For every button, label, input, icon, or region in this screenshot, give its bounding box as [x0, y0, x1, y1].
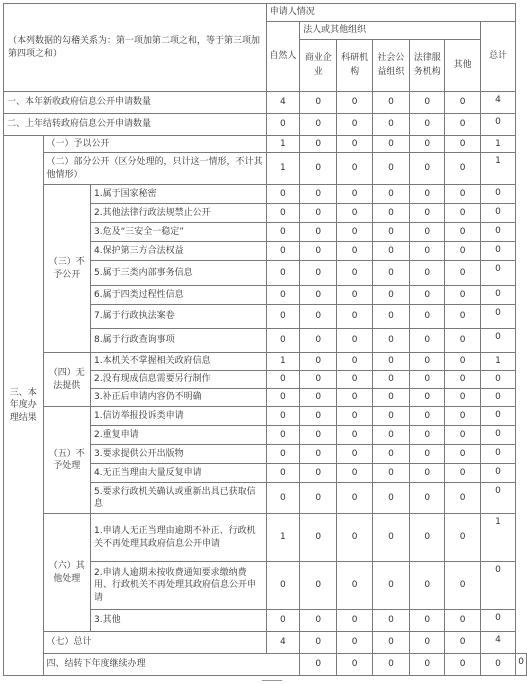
row-label: 7.属于行政执法案卷	[91, 305, 267, 329]
cell: 0	[337, 153, 372, 185]
cell: 0	[266, 464, 299, 483]
cell: 0	[337, 483, 372, 514]
cell: 1	[266, 136, 299, 153]
cell: 0	[410, 92, 445, 114]
group-5-label: （五）不予处理	[43, 407, 91, 514]
cell: 0	[337, 371, 372, 389]
row-label: 1.本机关不掌握相关政府信息	[91, 353, 267, 371]
cell: 0	[266, 371, 299, 389]
cell: 0	[372, 389, 409, 407]
cell: 0	[372, 136, 409, 153]
cell: 0	[445, 153, 480, 185]
cell: 0	[480, 305, 515, 329]
row-label: 5.属于三类内部事务信息	[91, 261, 267, 286]
cell: 0	[445, 483, 480, 514]
cell: 0	[480, 407, 515, 426]
table-row	[4, 153, 527, 185]
cell: 0	[410, 136, 445, 153]
cell: 0	[337, 204, 372, 223]
table-row	[4, 92, 527, 114]
cell: 0	[337, 632, 372, 654]
cell: 0	[445, 223, 480, 242]
row-label: 3.危及“三安全一稳定”	[91, 223, 267, 242]
cell: 0	[410, 185, 445, 204]
cell: 0	[372, 514, 409, 562]
row-label: 4.无正当理由大量反复申请	[91, 464, 267, 483]
cell: 0	[445, 464, 480, 483]
cell: 0	[372, 153, 409, 185]
cell: 0	[445, 114, 480, 136]
cell: 0	[445, 389, 480, 407]
header-other: 其他	[445, 40, 480, 92]
header-legal-group: 法人或其他组织	[300, 22, 481, 40]
cell: 0	[266, 562, 299, 610]
cell: 0	[445, 305, 480, 329]
cell: 0	[266, 114, 299, 136]
cell: 0	[337, 514, 372, 562]
cell: 0	[480, 371, 515, 389]
cell: 0	[410, 114, 445, 136]
cell: 1	[480, 136, 515, 153]
cell: 0	[372, 464, 409, 483]
cell: 0	[300, 329, 337, 353]
cell: 0	[410, 371, 445, 389]
cell: 0	[337, 261, 372, 286]
cell: 1	[266, 514, 299, 562]
cell: 0	[372, 114, 409, 136]
cell: 0	[410, 514, 445, 562]
cell: 0	[372, 654, 409, 676]
cell: 1	[266, 353, 299, 371]
cell: 0	[480, 286, 515, 305]
cell: 0	[300, 114, 337, 136]
cell: 0	[266, 242, 299, 261]
cell: 0	[300, 464, 337, 483]
row-label: 3.其他	[91, 610, 267, 632]
cell: 0	[300, 204, 337, 223]
cell: 0	[372, 562, 409, 610]
cell: 0	[300, 223, 337, 242]
cell: 0	[445, 329, 480, 353]
header-public-welfare: 社会公益组织	[372, 40, 409, 92]
cell: 0	[372, 445, 409, 464]
row-label: 5.要求行政机关确认或重新出具已获取信息	[91, 483, 267, 514]
cell: 4	[480, 632, 515, 654]
cell: 0	[410, 426, 445, 445]
cell: 0	[445, 261, 480, 286]
group-3-label: （三）不予公开	[43, 185, 91, 353]
cell: 0	[337, 92, 372, 114]
cell: 0	[300, 242, 337, 261]
row-label: 2.其他法律行政法规禁止公开	[91, 204, 267, 223]
group-4-label: （四）无法提供	[43, 353, 91, 407]
cell: 0	[480, 242, 515, 261]
cell: 0	[300, 286, 337, 305]
cell: 0	[300, 445, 337, 464]
cell: 0	[372, 632, 409, 654]
section-3-label: 三、本年度办理结果	[4, 136, 44, 676]
header-natural-person: 自然人	[266, 22, 299, 92]
cell: 0	[372, 185, 409, 204]
cell: 0	[410, 445, 445, 464]
cell: 0	[372, 371, 409, 389]
cell: 0	[410, 407, 445, 426]
row-label: 8.属于行政查询事项	[91, 329, 267, 353]
cell: 0	[410, 286, 445, 305]
cell: 0	[445, 242, 480, 261]
cell: 0	[480, 389, 515, 407]
cell: 0	[266, 305, 299, 329]
cell: 0	[300, 632, 337, 654]
cell: 0	[480, 654, 515, 676]
cell: 0	[337, 185, 372, 204]
cell: 0	[480, 329, 515, 353]
cell: 0	[445, 610, 480, 632]
row-label: 1.属于国家秘密	[91, 185, 267, 204]
cell: 0	[410, 261, 445, 286]
cell: 0	[410, 242, 445, 261]
cell: 0	[337, 464, 372, 483]
cell: 0	[445, 445, 480, 464]
header-commercial: 商业企业	[300, 40, 337, 92]
cell: 0	[445, 407, 480, 426]
table-row	[4, 136, 527, 153]
cell: 1	[480, 153, 515, 185]
cell: 0	[372, 353, 409, 371]
cell: 0	[410, 562, 445, 610]
cell: 0	[480, 261, 515, 286]
cell: 0	[372, 407, 409, 426]
cell: 0	[300, 389, 337, 407]
row-label: 3.补正后申请内容仍不明确	[91, 389, 267, 407]
cell: 0	[337, 223, 372, 242]
cell: 0	[445, 426, 480, 445]
cell: 0	[266, 329, 299, 353]
cell: 0	[372, 92, 409, 114]
row-label: 一、本年新收政府信息公开申请数量	[4, 92, 267, 114]
cell: 0	[480, 483, 515, 514]
table-row	[4, 654, 527, 676]
cell: 0	[445, 371, 480, 389]
row-label: 6.属于四类过程性信息	[91, 286, 267, 305]
cell: 0	[300, 610, 337, 632]
cell: 0	[410, 223, 445, 242]
cell: 0	[410, 204, 445, 223]
cell: 0	[480, 185, 515, 204]
cell: 0	[372, 286, 409, 305]
cell: 0	[300, 92, 337, 114]
cell: 0	[410, 632, 445, 654]
cell: 0	[300, 483, 337, 514]
cell: 0	[337, 610, 372, 632]
cell: 0	[266, 445, 299, 464]
cell: 0	[337, 136, 372, 153]
header-applicant: 申请人情况	[266, 4, 516, 22]
cell: 0	[480, 114, 515, 136]
cell: 0	[410, 464, 445, 483]
row-label: 1.信访举报投诉类申请	[91, 407, 267, 426]
cell: 0	[300, 305, 337, 329]
cell: 0	[445, 136, 480, 153]
cell: 0	[516, 654, 527, 676]
cell: 0	[337, 562, 372, 610]
cell: 0	[445, 185, 480, 204]
cell: 0	[445, 204, 480, 223]
cell: 0	[445, 654, 480, 676]
cell: 0	[410, 654, 445, 676]
cell: 0	[300, 136, 337, 153]
cell: 0	[372, 610, 409, 632]
cell: 0	[410, 329, 445, 353]
group-6-label: （六）其他处理	[43, 514, 91, 632]
cell: 0	[266, 261, 299, 286]
cell: 0	[337, 286, 372, 305]
row-label: 4.保护第三方合法权益	[91, 242, 267, 261]
cell: 0	[480, 204, 515, 223]
applications-table	[3, 3, 527, 676]
cell: 0	[445, 514, 480, 562]
cell: 0	[480, 426, 515, 445]
cell: 0	[300, 654, 337, 676]
cell: 0	[266, 204, 299, 223]
row-label: 2.申请人逾期未按收费通知要求缴纳费用、行政机关不再处理其政府信息公开申请	[91, 562, 267, 610]
cell: 4	[480, 92, 515, 114]
cell: 0	[445, 92, 480, 114]
cell: 0	[410, 153, 445, 185]
cell: 0	[337, 654, 372, 676]
cell: 0	[337, 305, 372, 329]
cell: 0	[300, 426, 337, 445]
row-label: 二、上年结转政府信息公开申请数量	[4, 114, 267, 136]
cell: 0	[266, 286, 299, 305]
cell: 0	[300, 562, 337, 610]
row-label: 1.申请人无正当理由逾期不补正、行政机关不再处理其政府信息公开申请	[91, 514, 267, 562]
cell: 0	[480, 445, 515, 464]
cell: 0	[480, 610, 515, 632]
row-label: 四、结转下年度继续办理	[43, 654, 300, 676]
cell: 0	[300, 353, 337, 371]
cell: 0	[337, 426, 372, 445]
cell: 0	[337, 329, 372, 353]
cell: 0	[266, 389, 299, 407]
cell: 0	[372, 204, 409, 223]
cell: 0	[410, 610, 445, 632]
cell: 0	[480, 223, 515, 242]
cell: 0	[480, 562, 515, 610]
cell: 0	[337, 389, 372, 407]
cell: 0	[300, 185, 337, 204]
cell: 0	[410, 305, 445, 329]
cell: 0	[337, 114, 372, 136]
table-row	[4, 514, 527, 562]
cell: 0	[372, 426, 409, 445]
cell: 0	[266, 407, 299, 426]
cell: 0	[410, 353, 445, 371]
cell: 0	[410, 389, 445, 407]
cell: 0	[300, 514, 337, 562]
cell: 0	[372, 329, 409, 353]
header-legal-service: 法律服务机构	[410, 40, 445, 92]
header-total: 总计	[480, 22, 515, 92]
cell: 0	[410, 483, 445, 514]
header-note: （本列数据的勾稽关系为：第一项加第二项之和，等于第三项加第四项之和）	[4, 4, 267, 92]
cell: 1	[266, 153, 299, 185]
cell: 0	[480, 464, 515, 483]
table-row	[4, 114, 527, 136]
cell: 0	[372, 305, 409, 329]
cell: 0	[445, 353, 480, 371]
cell: 0	[337, 353, 372, 371]
row-label: （七）总计	[43, 632, 266, 654]
cell: 4	[266, 632, 299, 654]
cell: 0	[445, 562, 480, 610]
cell: 4	[266, 92, 299, 114]
cell: 0	[372, 483, 409, 514]
cell: 0	[372, 223, 409, 242]
cell: 0	[445, 632, 480, 654]
cell: 1	[480, 514, 515, 562]
table-row	[4, 185, 527, 204]
row-label: （一）予以公开	[43, 136, 266, 153]
cell: 0	[337, 445, 372, 464]
header-research: 科研机构	[337, 40, 372, 92]
cell: 0	[266, 483, 299, 514]
table-row	[4, 353, 527, 371]
cell: 0	[372, 261, 409, 286]
cell: 0	[300, 407, 337, 426]
cell: 0	[300, 153, 337, 185]
row-label: 2.重复申请	[91, 426, 267, 445]
row-label: 2.没有现成信息需要另行制作	[91, 371, 267, 389]
cell: 0	[266, 426, 299, 445]
table-row	[4, 632, 527, 654]
cell: 0	[266, 223, 299, 242]
row-label: 3.要求提供公开出版物	[91, 445, 267, 464]
cell: 0	[337, 242, 372, 261]
cell: 0	[300, 371, 337, 389]
cell: 0	[445, 286, 480, 305]
cell: 0	[337, 407, 372, 426]
cell: 0	[300, 261, 337, 286]
cell: 1	[480, 353, 515, 371]
cell: 0	[372, 242, 409, 261]
table-row	[4, 407, 527, 426]
cell: 0	[266, 185, 299, 204]
cell: 0	[266, 610, 299, 632]
row-label: （二）部分公开（区分处理的，只计这一情形，不计其他情形）	[43, 153, 266, 185]
page-mark	[262, 680, 282, 681]
